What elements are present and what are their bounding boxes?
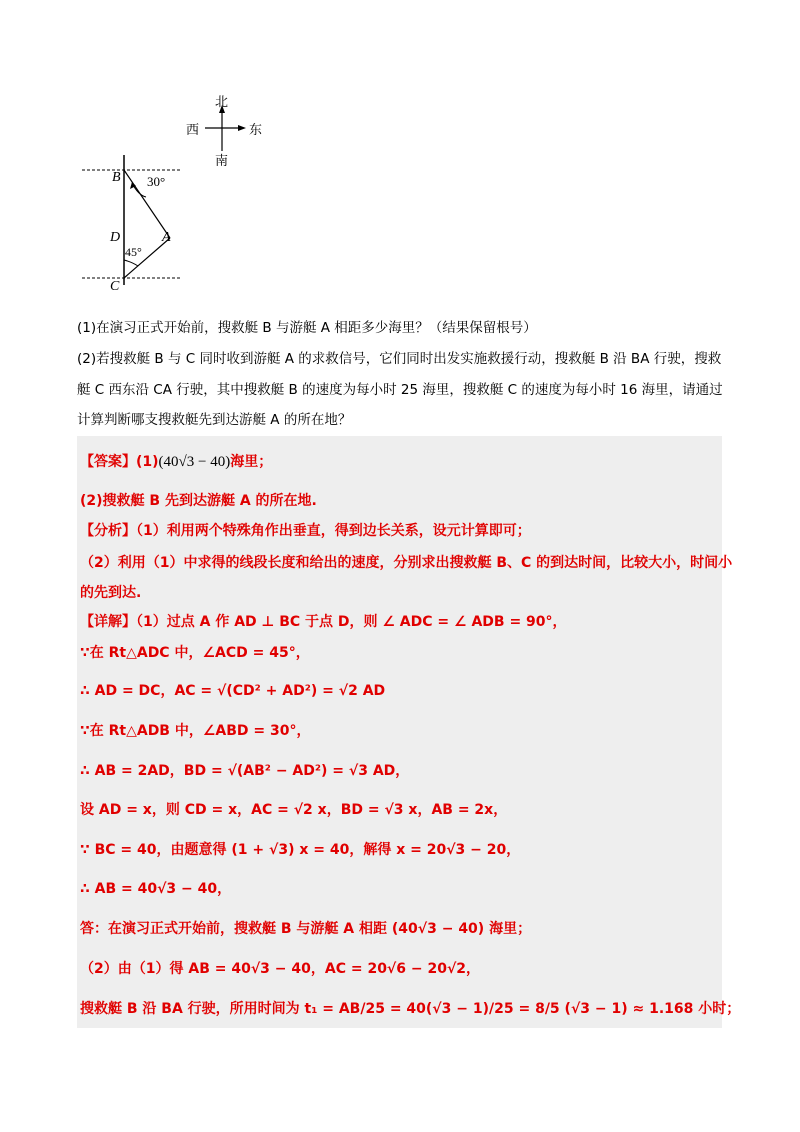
- detail-line-5: ∴ AB = 2AD，BD = √(AB² − AD²) = √3 AD，: [80, 763, 410, 779]
- angle-30-label: 30°: [147, 174, 166, 189]
- point-d-label: D: [110, 230, 121, 245]
- detail-line-2: ∵在 Rt△ADC 中，∠ACD = 45°，: [80, 645, 310, 661]
- compass-north: 北: [215, 95, 229, 110]
- analysis-line-1: [80, 520, 531, 542]
- detail-line-6: 设 AD = x，则 CD = x，AC = √2 x，BD = √3 x，AB = 2x，: [80, 802, 508, 818]
- compass-west: 西: [186, 123, 200, 138]
- detail-line-9: 答：在演习正式开始前，搜救艇 B 与游艇 A 相距 (40√3 − 40) 海里；: [80, 921, 532, 937]
- answer-1-suffix: 海里；: [230, 454, 273, 470]
- question-2-line-2: 艇 C 西东沿 CA 行驶，其中搜救艇 B 的速度为每小时 25 海里，搜救艇 C 的速度为每小时 16 海里，请通过: [77, 382, 723, 398]
- detail-line-4: ∵在 Rt△ADB 中，∠ABD = 30°，: [80, 723, 311, 739]
- angle-45-label: 45°: [125, 245, 142, 259]
- answer-1-prefix: (1): [136, 454, 159, 470]
- point-b-label: B: [112, 170, 121, 185]
- answer-tag: 【答案】: [80, 454, 136, 470]
- detail-line-7: ∵ BC = 40，由题意得 (1 + √3) x = 40，解得 x = 20√3 − 20，: [80, 842, 521, 858]
- point-c-label: C: [110, 279, 120, 294]
- detail-tag: 【详解】: [80, 614, 136, 630]
- point-a-label: A: [162, 230, 171, 245]
- detail-line-8: ∴ AB = 40√3 − 40，: [80, 881, 232, 897]
- detail-1: （1）过点 A 作 AD ⊥ BC 于点 D，则 ∠ ADC = ∠ ADB = 90°，: [136, 614, 567, 630]
- answer-1-expression: (40√3 − 40): [158, 454, 231, 470]
- detail-line-10: （2）由（1）得 AB = 40√3 − 40，AC = 20√6 − 20√2，: [80, 961, 481, 977]
- compass-rose: [205, 105, 246, 151]
- answer-line-2: (2)搜救艇 B 先到达游艇 A 的所在地.: [80, 493, 317, 509]
- analysis-line-3: 的先到达.: [80, 585, 142, 601]
- question-1: (1)在演习正式开始前，搜救艇 B 与游艇 A 相距多少海里？（结果保留根号）: [77, 320, 537, 336]
- detail-line-3: ∴ AD = DC，AC = √(CD² + AD²) = √2 AD: [80, 683, 386, 699]
- geometry-diagram: [70, 85, 290, 300]
- detail-line-1: [80, 611, 567, 633]
- detail-line-11: 搜救艇 B 沿 BA 行驶，所用时间为 t₁ = AB/25 = 40(√3 − 1)/25 = 8/5 (√3 − 1) ≈ 1.168 小时；: [80, 1001, 741, 1017]
- compass-south: 南: [215, 154, 229, 169]
- angle-arc-45: [124, 260, 138, 266]
- question-2-line-3: 计算判断哪支搜救艇先到达游艇 A 的所在地？: [77, 412, 352, 428]
- analysis-1: （1）利用两个特殊角作出垂直，得到边长关系，设元计算即可；: [136, 523, 531, 539]
- compass-east: 东: [249, 123, 263, 138]
- analysis-tag: 【分析】: [80, 523, 136, 539]
- question-2-line-1: (2)若搜救艇 B 与 C 同时收到游艇 A 的求救信号，它们同时出发实施救援行动，搜救艇 B 沿 BA 行驶，搜救: [77, 351, 722, 367]
- answer-line-1: [80, 451, 272, 473]
- analysis-line-2: （2）利用（1）中求得的线段长度和给出的速度，分别求出搜救艇 B、C 的到达时间，比较大小，时间小: [80, 555, 733, 571]
